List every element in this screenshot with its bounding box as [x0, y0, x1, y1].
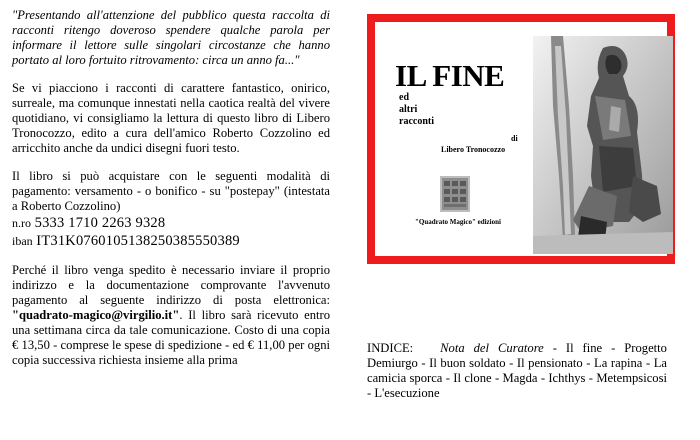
- description-paragraph: Se vi piacciono i racconti di carattere fantastico, onirico, surreale, ma comunque innestati nella caotica realtà del vivere quotidiano, vi consigliamo la lettura di questo libro di Libero Tronocozzo, edito a cura dell'amico Roberto Cozzolino ed arricchito anche da undici disegni fuori testo.: [12, 81, 330, 155]
- card-label: n.ro: [12, 216, 31, 230]
- cover-publisher: "Quadrato Magico" edizioni: [415, 218, 501, 226]
- cover-by: di: [511, 134, 518, 143]
- card-number: 5333 1710 2263 9328: [34, 215, 166, 231]
- shipping-paragraph: [12, 263, 330, 368]
- cover-illustration-icon: [533, 36, 673, 254]
- table-of-contents: [367, 341, 667, 401]
- intro-quote: "Presentando all'attenzione del pubblico questa raccolta di racconti ritengo doveroso spendere qualche parola per informare il lettore sulle singolari circostanze che hanno portato al loro fortuito ritrovamento: circa un anno fa...": [12, 8, 330, 67]
- magic-square-seal-icon: [440, 176, 470, 212]
- cover-subtitle: [399, 92, 434, 128]
- shipping-text-start: Perché il libro venga spedito è necessario inviare il proprio indirizzo e la documentazione comprovante l'avvenuto pagamento al seguente indirizzo di posta elettronica:: [12, 263, 330, 307]
- index-label: INDICE:: [367, 341, 414, 355]
- iban-number: IT31K0760105138250385550389: [36, 233, 240, 249]
- book-cover: [367, 14, 675, 264]
- curator-note: Nota del Curatore: [440, 341, 544, 355]
- iban-line: [12, 232, 330, 250]
- cover-title: IL FINE: [395, 58, 505, 93]
- shipping-text-end: . Il libro sarà ricevuto entro una settimana circa da tale comunicazione. Costo di una copia € 13,50 - comprese le spese di spedizione - ed € 11,00 per ogni copia successiva richiesta insieme alla prima: [12, 308, 330, 367]
- card-number-line: [12, 214, 330, 232]
- subtitle-line: racconti: [399, 116, 434, 127]
- index-contents: - Il fine - Progetto Demiurgo - Il buon soldato - Il pensionato - La rapina - La camicia sporca - Il clone - Magda - Ichthys - Metempsicosi - L'esecuzione: [367, 341, 667, 400]
- payment-paragraph: Il libro si può acquistare con le seguenti modalità di pagamento: versamento - o bonifico - su "postepay" (intestata a Roberto Cozzolino): [12, 169, 330, 213]
- cover-author: Libero Tronocozzo: [441, 145, 506, 154]
- subtitle-line: altri: [399, 104, 418, 115]
- subtitle-line: ed: [399, 92, 409, 103]
- iban-label: iban: [12, 234, 33, 248]
- book-description: [12, 8, 330, 381]
- email-address: "quadrato-magico@virgilio.it": [12, 308, 180, 322]
